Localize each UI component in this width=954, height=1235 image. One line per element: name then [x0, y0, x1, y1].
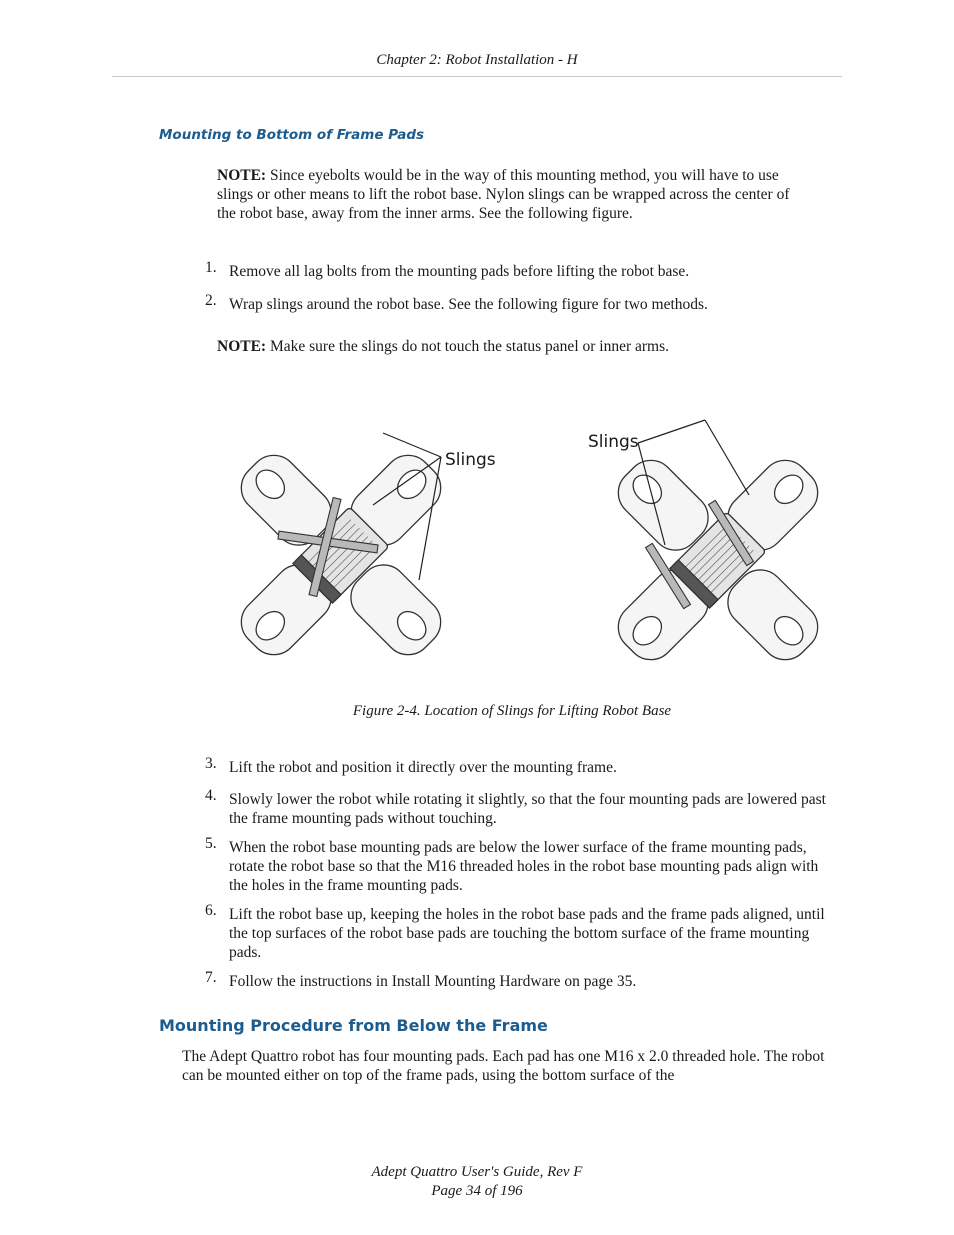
- step-number: 2.: [205, 292, 217, 309]
- step-number: 1.: [205, 259, 217, 276]
- step-text: Slowly lower the robot while rotating it slightly, so that the four mounting pads are lowered past the frame mounting pads without touching.: [229, 791, 826, 827]
- page-header: Chapter 2: Robot Installation - H: [376, 52, 578, 68]
- list-item: [205, 787, 840, 828]
- step-number: 5.: [205, 835, 217, 852]
- list-item: [205, 755, 840, 777]
- header-rule: [112, 76, 842, 77]
- step-number: 6.: [205, 902, 217, 919]
- step-text: Follow the instructions in Install Mounting Hardware on page 35.: [229, 973, 637, 990]
- figure-caption: Figure 2-4. Location of Slings for Lifting Robot Base: [352, 703, 672, 719]
- step-text: Remove all lag bolts from the mounting pads before lifting the robot base.: [229, 263, 690, 280]
- step-text: When the robot base mounting pads are below the lower surface of the frame mounting pads, rotate the robot base so that the M16 threaded holes in the robot base mounting pads align with the holes in the frame mounting pads.: [229, 839, 819, 894]
- note-label: NOTE:: [217, 338, 267, 355]
- subsection-heading: Mounting to Bottom of Frame Pads: [159, 127, 425, 143]
- note-label: NOTE:: [217, 167, 267, 184]
- footer-guide-title: Adept Quattro User's Guide, Rev F: [371, 1164, 583, 1180]
- robot-base-right: [541, 405, 843, 690]
- note-text: Make sure the slings do not touch the status panel or inner arms.: [266, 338, 670, 355]
- list-item: [205, 969, 840, 991]
- page-footer: [0, 1163, 954, 1201]
- sling-label-left: Slings: [445, 450, 496, 470]
- note-eyebolts: [217, 166, 807, 223]
- note-slings: [217, 337, 807, 356]
- sling-label-right: Slings: [588, 432, 639, 452]
- footer-page-number: Page 34 of 196: [431, 1183, 523, 1199]
- sling-figure: [183, 405, 843, 690]
- step-text: Lift the robot and position it directly over the mounting frame.: [229, 759, 617, 776]
- section-paragraph: The Adept Quattro robot has four mounting pads. Each pad has one M16 x 2.0 threaded hole. The robot can be mounted either on top of the frame pads, using the bottom surface of the: [182, 1048, 825, 1084]
- step-number: 4.: [205, 787, 217, 804]
- note-text: Since eyebolts would be in the way of this mounting method, you will have to use slings or other means to lift the robot base. Nylon slings can be wrapped across the center of the robot base, away from the inner arms. See the following figure.: [217, 167, 790, 222]
- list-item: [205, 835, 840, 895]
- step-text: Wrap slings around the robot base. See the following figure for two methods.: [229, 296, 708, 313]
- step-number: 3.: [205, 755, 217, 772]
- list-item: [205, 292, 840, 314]
- step-number: 7.: [205, 969, 217, 986]
- list-item: [205, 902, 840, 962]
- robot-base-left: [183, 405, 518, 690]
- section-heading: Mounting Procedure from Below the Frame: [159, 1016, 548, 1035]
- step-text: Lift the robot base up, keeping the holes in the robot base pads and the frame pads aligned, until the top surfaces of the robot base pads are touching the bottom surface of the frame mounting pads.: [229, 906, 825, 961]
- list-item: [205, 259, 840, 281]
